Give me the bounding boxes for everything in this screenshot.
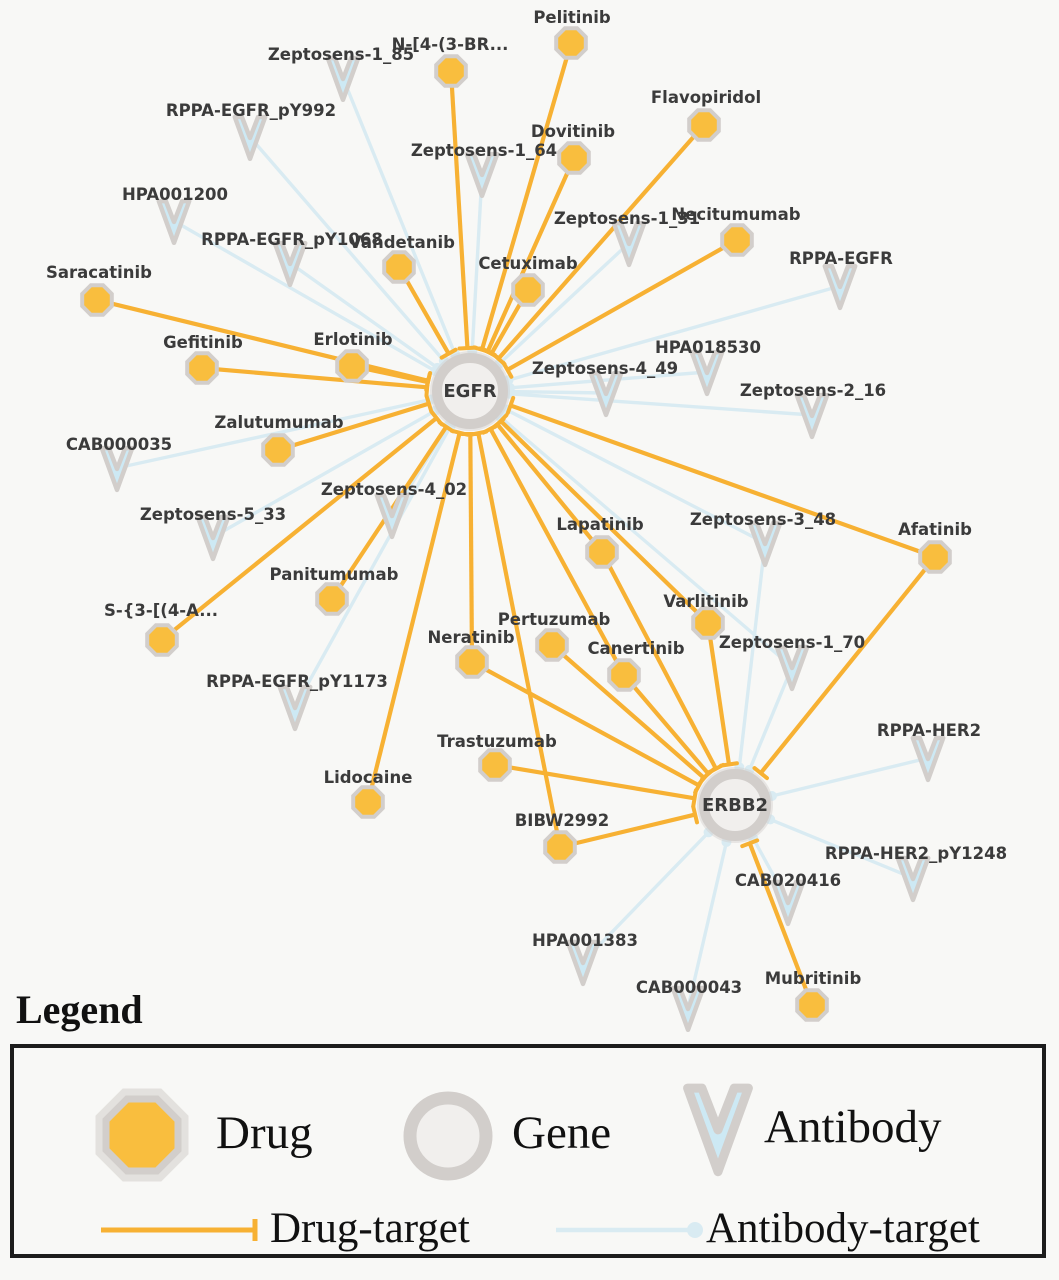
drug-label-cetuximab: Cetuximab <box>478 254 578 273</box>
drug-label-necitumumab: Necitumumab <box>671 205 801 224</box>
drug-node-flavopiridol <box>689 110 719 140</box>
antibody-label-zeptosens-2-16: Zeptosens-2_16 <box>739 381 887 400</box>
drug-node-trastuzumab <box>480 750 510 780</box>
drug-node-pelitinib <box>556 28 586 58</box>
antibody-label-zeptosens-5-33: Zeptosens-5_33 <box>139 505 287 524</box>
drug-node-neratinib <box>457 647 487 677</box>
edge-rppa-her2-erbb2 <box>772 758 928 796</box>
edge-n-4-3-br-egfr-tee-head <box>459 348 475 349</box>
drug-node-saracatinib <box>82 285 112 315</box>
drug-node-bibw2992 <box>545 832 575 862</box>
antibody-node-zeptosens-2-16 <box>797 395 827 437</box>
node-labels <box>46 8 1007 997</box>
legend-antibody-target-label: Antibody-target <box>706 1205 980 1252</box>
drug-label-lapatinib: Lapatinib <box>556 515 644 534</box>
antibody-node-rppa-her2-py1248 <box>898 858 928 900</box>
antibody-node-zeptosens-1-31 <box>614 223 644 265</box>
edge-trastuzumab-erbb2 <box>495 765 695 798</box>
antibody-node-rppa-egfr <box>825 266 855 308</box>
drug-node-icon <box>87 1080 197 1190</box>
drug-label-bibw2992: BIBW2992 <box>514 811 610 830</box>
edge-zeptosens-4-49-egfr <box>510 392 606 393</box>
antibody-target-edge-icon <box>552 1216 712 1244</box>
gene-node-icon <box>396 1084 500 1188</box>
antibody-label-hpa018530: HPA018530 <box>654 338 762 357</box>
drug-node-dovitinib <box>559 143 589 173</box>
antibody-node-rppa-egfr-py1173 <box>280 687 310 729</box>
edge-trastuzumab-erbb2-tee-head <box>693 790 696 806</box>
legend-drug-target-label: Drug-target <box>270 1205 470 1252</box>
drug-node-mubritinib <box>797 990 827 1020</box>
antibody-label-zeptosens-1-31: Zeptosens-1_31 <box>553 209 701 228</box>
antibody-label-zeptosens-4-02: Zeptosens-4_02 <box>320 480 468 499</box>
drug-label-flavopiridol: Flavopiridol <box>650 88 762 107</box>
drug-node-lidocaine <box>353 787 383 817</box>
drug-label-vandetanib: Vandetanib <box>349 233 455 252</box>
antibody-label-rppa-egfr-py1068: RPPA-EGFR_pY1068 <box>201 230 383 249</box>
antibody-label-zeptosens-3-48: Zeptosens-3_48 <box>689 510 837 529</box>
drug-label-canertinib: Canertinib <box>587 639 685 658</box>
drug-label-s-3-4-a: S-{3-[(4-A... <box>103 601 219 620</box>
drug-label-n-4-3-br: N-[4-(3-BR... <box>391 35 509 54</box>
drug-node-n-4-3-br <box>436 56 466 86</box>
drug-label-trastuzumab: Trastuzumab <box>437 732 557 751</box>
antibody-node-rppa-egfr-py1068 <box>275 243 305 285</box>
drug-node-pertuzumab <box>537 630 567 660</box>
edge-n-4-3-br-egfr <box>451 71 467 348</box>
antibody-node-icon <box>670 1078 766 1190</box>
edge-varlitinib-erbb2-tee-head <box>721 763 737 765</box>
edge-zeptosens-3-48-erbb2 <box>739 543 765 767</box>
drug-label-mubritinib: Mubritinib <box>764 969 862 988</box>
edge-flavopiridol-egfr <box>498 125 704 359</box>
legend-drug-label: Drug <box>216 1107 313 1159</box>
gene-label-erbb2: ERBB2 <box>701 795 769 816</box>
antibody-node-zeptosens-1-70 <box>777 647 807 689</box>
antibody-label-hpa001200: HPA001200 <box>121 185 229 204</box>
antibody-node-zeptosens-3-48 <box>750 523 780 565</box>
drug-node-lapatinib <box>587 537 617 567</box>
drug-label-erlotinib: Erlotinib <box>313 330 393 349</box>
antibody-label-zeptosens-4-49: Zeptosens-4_49 <box>531 359 679 378</box>
drug-node-gefitinib <box>187 353 217 383</box>
antibody-label-zeptosens-1-64: Zeptosens-1_64 <box>410 141 558 160</box>
drug-label-zalutumumab: Zalutumumab <box>214 413 344 432</box>
drug-node-necitumumab <box>722 225 752 255</box>
antibody-label-hpa001383: HPA001383 <box>531 931 639 950</box>
antibody-label-cab000043: CAB000043 <box>635 978 743 997</box>
legend-gene-label: Gene <box>512 1107 612 1159</box>
legend-box <box>10 1044 1046 1258</box>
drug-target-edge-icon <box>97 1216 269 1244</box>
drug-node-erlotinib <box>337 351 367 381</box>
antibody-node-zeptosens-1-85 <box>328 58 358 100</box>
drug-icon <box>106 1099 178 1171</box>
antibody-label-zeptosens-1-85: Zeptosens-1_85 <box>267 45 415 64</box>
antibody-node-zeptosens-1-64 <box>467 154 497 196</box>
drug-label-saracatinib: Saracatinib <box>46 263 152 282</box>
antibody-label-cab020416: CAB020416 <box>734 871 842 890</box>
drug-label-afatinib: Afatinib <box>898 520 972 539</box>
drug-label-dovitinib: Dovitinib <box>530 122 616 141</box>
antibody-label-zeptosens-1-70: Zeptosens-1_70 <box>718 633 866 652</box>
antibody-label-rppa-egfr-py1173: RPPA-EGFR_pY1173 <box>206 672 388 691</box>
drug-label-neratinib: Neratinib <box>427 628 515 647</box>
drug-label-gefitinib: Gefitinib <box>163 333 243 352</box>
drug-node-vandetanib <box>384 252 414 282</box>
drug-label-lidocaine: Lidocaine <box>323 768 413 787</box>
drug-node-zalutumumab <box>263 435 293 465</box>
drug-label-panitumumab: Panitumumab <box>269 565 399 584</box>
drug-node-canertinib <box>609 660 639 690</box>
antibody-label-rppa-her2-py1248: RPPA-HER2_pY1248 <box>824 844 1008 863</box>
drug-label-pelitinib: Pelitinib <box>533 8 611 27</box>
antibody-label-rppa-her2: RPPA-HER2 <box>876 721 982 740</box>
gene-icon <box>410 1098 486 1174</box>
drug-node-s-3-4-a <box>147 625 177 655</box>
antibody-node-rppa-egfr-py992 <box>235 117 265 159</box>
edge-bibw2992-erbb2-tee-head <box>693 807 697 823</box>
drug-node-afatinib <box>920 542 950 572</box>
antibody-node-cab000035 <box>102 448 132 490</box>
antibody-label-rppa-egfr: RPPA-EGFR <box>789 249 893 268</box>
legend-antibody-label: Antibody <box>764 1101 942 1153</box>
antibody-icon <box>688 1088 749 1172</box>
drug-node-panitumumab <box>317 584 347 614</box>
edge-canertinib-erbb2 <box>624 675 708 774</box>
antibody-label-cab000035: CAB000035 <box>65 435 173 454</box>
legend-title: Legend <box>16 987 143 1032</box>
drug-label-varlitinib: Varlitinib <box>663 592 749 611</box>
drug-label-pertuzumab: Pertuzumab <box>497 610 611 629</box>
drug-node-cetuximab <box>513 275 543 305</box>
antibody-node-hpa001200 <box>159 201 189 243</box>
gene-label-egfr: EGFR <box>443 381 497 402</box>
edge-zeptosens-1-70-erbb2 <box>750 667 792 770</box>
antibody-label-rppa-egfr-py992: RPPA-EGFR_pY992 <box>165 101 337 120</box>
antibody-target-dot <box>687 1222 703 1238</box>
